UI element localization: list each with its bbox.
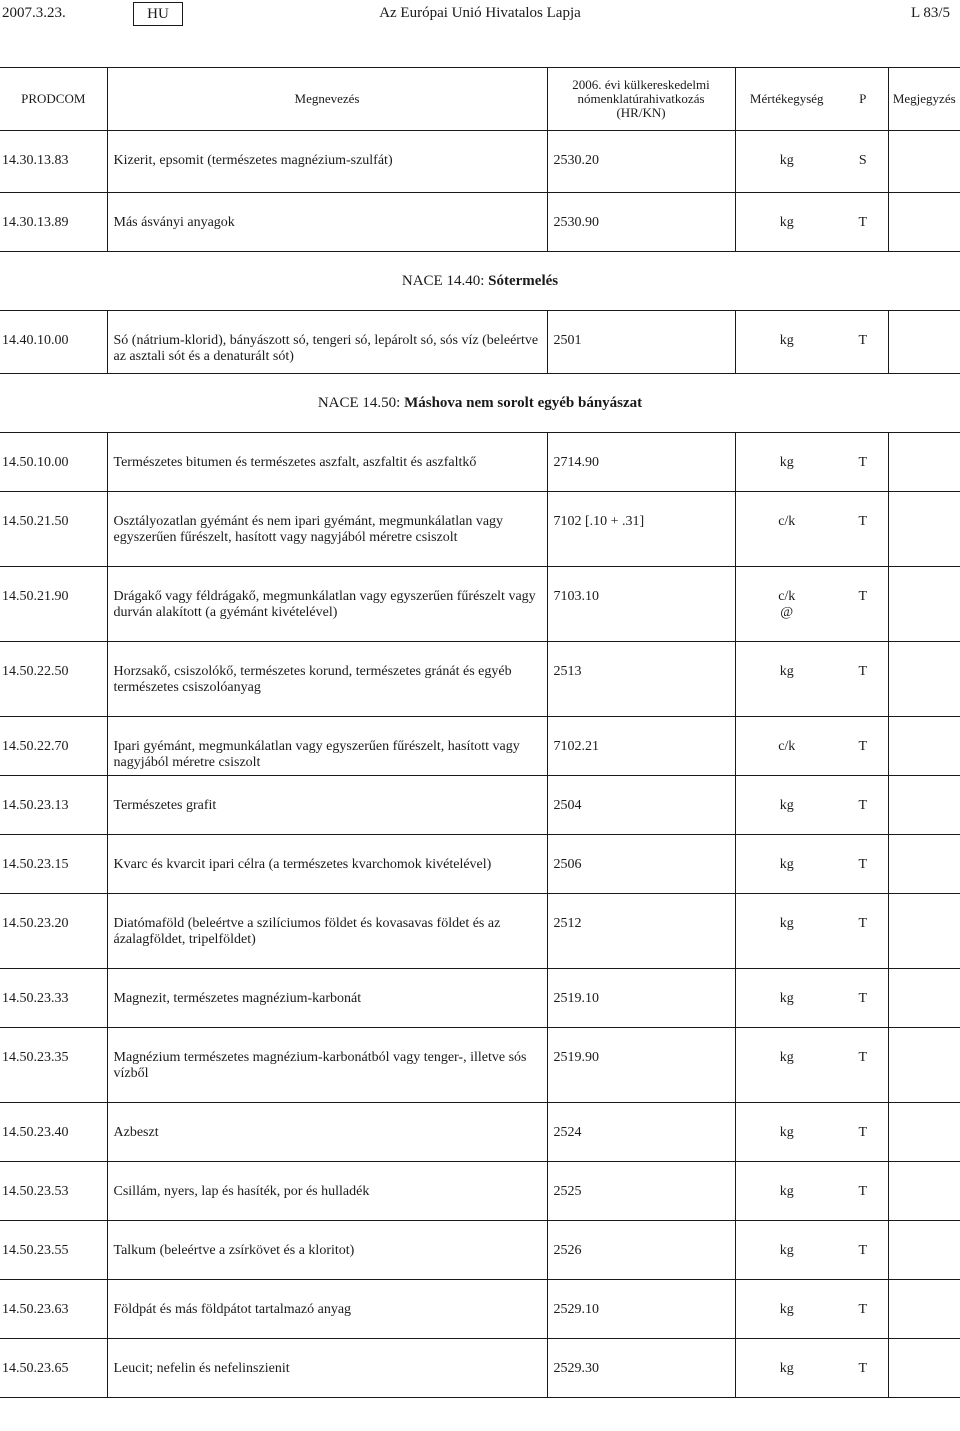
prodcom-code-cell <box>0 492 107 567</box>
prodcom-table <box>0 67 960 1398</box>
p-cell <box>838 894 888 969</box>
prodcom-code-cell <box>0 969 107 1028</box>
col-header-cn-line1: 2006. évi külkereskedelmi <box>572 77 710 92</box>
cn-reference-text: 2530.20 <box>553 153 599 168</box>
unit-text: kg <box>779 1125 794 1140</box>
description-cell <box>107 1280 547 1339</box>
prodcom-code-cell <box>0 776 107 835</box>
unit-text: kg <box>779 215 794 230</box>
description-text: Osztályozatlan gyémánt és nem ipari gyémánt, megmunkálatlan vagy egyszerűen fűrészelt, hasított vagy nagyjából méretre csiszolt <box>113 514 504 545</box>
description-cell <box>107 311 547 374</box>
note-cell <box>888 1028 960 1103</box>
note-cell <box>888 131 960 193</box>
p-text: S <box>858 153 867 168</box>
description-cell <box>107 567 547 642</box>
table-row <box>0 1280 960 1339</box>
note-cell <box>888 894 960 969</box>
unit-text: kg <box>779 857 794 872</box>
note-cell <box>888 567 960 642</box>
prodcom-code-text: 14.50.23.13 <box>2 798 69 813</box>
p-text: T <box>858 739 868 754</box>
journal-title: Az Európai Unió Hivatalos Lapja <box>379 5 581 21</box>
cn-reference-text: 2506 <box>553 857 582 872</box>
prodcom-code-text: 14.50.22.50 <box>2 664 69 679</box>
col-header-note: Megjegyzés <box>888 68 960 131</box>
description-text: Természetes grafit <box>113 798 217 813</box>
col-header-prodcom: PRODCOM <box>0 68 107 131</box>
p-cell <box>838 1280 888 1339</box>
prodcom-code-cell <box>0 567 107 642</box>
page-header <box>0 0 960 30</box>
p-text: T <box>858 1361 868 1376</box>
note-cell <box>888 835 960 894</box>
unit-cell <box>735 835 838 894</box>
note-cell <box>888 642 960 717</box>
cn-reference-cell <box>547 567 735 642</box>
p-text: T <box>858 991 868 1006</box>
description-cell <box>107 131 547 193</box>
unit-cell <box>735 894 838 969</box>
p-text: T <box>858 1050 868 1065</box>
prodcom-code-text: 14.50.23.20 <box>2 916 69 931</box>
nace-section-row <box>0 252 960 311</box>
description-cell <box>107 1103 547 1162</box>
description-cell <box>107 193 547 252</box>
cn-reference-text: 2513 <box>553 664 582 679</box>
unit-text: kg <box>779 664 794 679</box>
unit-cell <box>735 311 838 374</box>
prodcom-code-cell <box>0 642 107 717</box>
unit-cell <box>735 193 838 252</box>
description-text: Más ásványi anyagok <box>113 215 235 230</box>
p-cell <box>838 1162 888 1221</box>
nace-section-heading <box>0 252 960 311</box>
p-text: T <box>858 589 868 604</box>
col-header-cn <box>547 68 735 131</box>
cn-reference-cell <box>547 717 735 776</box>
cn-reference-cell <box>547 642 735 717</box>
page-number: L 83/5 <box>910 5 950 21</box>
p-cell <box>838 835 888 894</box>
description-cell <box>107 894 547 969</box>
description-cell <box>107 1221 547 1280</box>
p-text: T <box>858 514 868 529</box>
table-row <box>0 1221 960 1280</box>
unit-text: kg <box>779 153 794 168</box>
p-cell <box>838 776 888 835</box>
table-header-row <box>0 68 960 131</box>
p-cell <box>838 717 888 776</box>
p-cell <box>838 131 888 193</box>
nace-name: Máshova nem sorolt egyéb bányászat <box>404 395 643 411</box>
unit-cell <box>735 131 838 193</box>
col-header-p: P <box>838 68 888 131</box>
unit-text: kg <box>779 1302 794 1317</box>
prodcom-code-text: 14.50.23.65 <box>2 1361 69 1376</box>
description-text: Magnézium természetes magnézium-karbonátból vagy tenger-, illetve sós vízből <box>113 1050 527 1081</box>
col-header-cn-line2: nómenklatúrahivatkozás <box>577 91 705 106</box>
prodcom-code-cell <box>0 717 107 776</box>
cn-reference-text: 2526 <box>553 1243 582 1258</box>
cn-reference-text: 2529.30 <box>553 1361 599 1376</box>
cn-reference-cell <box>547 1103 735 1162</box>
cn-reference-cell <box>547 1280 735 1339</box>
table-row <box>0 311 960 374</box>
cn-reference-text: 2524 <box>553 1125 582 1140</box>
unit-cell <box>735 642 838 717</box>
p-text: T <box>858 857 868 872</box>
description-cell <box>107 776 547 835</box>
unit-cell <box>735 1162 838 1221</box>
note-cell <box>888 1103 960 1162</box>
unit-text: kg <box>779 1361 794 1376</box>
cn-reference-cell <box>547 1028 735 1103</box>
unit-cell <box>735 1221 838 1280</box>
description-cell <box>107 717 547 776</box>
cn-reference-text: 7102.21 <box>553 739 599 754</box>
table-row <box>0 894 960 969</box>
note-cell <box>888 433 960 492</box>
p-text: T <box>858 798 868 813</box>
p-cell <box>838 193 888 252</box>
prodcom-code-text: 14.50.23.55 <box>2 1243 69 1258</box>
table-row <box>0 1162 960 1221</box>
p-cell <box>838 1339 888 1398</box>
p-cell <box>838 492 888 567</box>
unit-cell <box>735 1280 838 1339</box>
unit-text: kg <box>779 1184 794 1199</box>
description-text: Kvarc és kvarcit ipari célra (a természetes kvarchomok kivételével) <box>113 857 492 872</box>
col-header-cn-line3: (HR/KN) <box>616 105 666 120</box>
nace-section-row <box>0 374 960 433</box>
publication-date: 2007.3.23. <box>2 5 66 21</box>
prodcom-code-text: 14.50.23.63 <box>2 1302 69 1317</box>
prodcom-code-cell <box>0 131 107 193</box>
cn-reference-cell <box>547 131 735 193</box>
table-row <box>0 131 960 193</box>
table-row <box>0 1103 960 1162</box>
description-cell <box>107 1339 547 1398</box>
unit-cell <box>735 1028 838 1103</box>
prodcom-code-text: 14.50.21.90 <box>2 589 69 604</box>
prodcom-code-cell <box>0 1103 107 1162</box>
cn-reference-text: 7103.10 <box>553 589 599 604</box>
table-row <box>0 1028 960 1103</box>
p-text: T <box>858 455 868 470</box>
unit-secondary-text: @ <box>780 605 794 620</box>
cn-reference-text: 2512 <box>553 916 582 931</box>
table-row <box>0 717 960 776</box>
cn-reference-cell <box>547 835 735 894</box>
unit-text: kg <box>779 455 794 470</box>
p-cell <box>838 1028 888 1103</box>
description-cell <box>107 835 547 894</box>
description-text: Kizerit, epsomit (természetes magnézium-szulfát) <box>113 153 393 168</box>
unit-cell <box>735 1103 838 1162</box>
description-text: Diatómaföld (beleértve a szilíciumos földet és kovasavas földet és az ázalagföldet, tripelföldet) <box>113 916 501 947</box>
p-cell <box>838 642 888 717</box>
note-cell <box>888 311 960 374</box>
unit-text: kg <box>779 333 794 348</box>
nace-section-heading <box>0 374 960 433</box>
unit-cell <box>735 567 838 642</box>
description-text: Természetes bitumen és természetes aszfalt, aszfaltit és aszfaltkő <box>113 455 477 470</box>
unit-cell <box>735 1339 838 1398</box>
cn-reference-text: 2519.10 <box>553 991 599 1006</box>
unit-text: c/k <box>778 589 796 604</box>
description-cell <box>107 1162 547 1221</box>
table-row <box>0 567 960 642</box>
cn-reference-text: 2525 <box>553 1184 582 1199</box>
note-cell <box>888 1339 960 1398</box>
note-cell <box>888 492 960 567</box>
description-cell <box>107 642 547 717</box>
p-cell <box>838 311 888 374</box>
prodcom-code-text: 14.50.10.00 <box>2 455 69 470</box>
unit-cell <box>735 969 838 1028</box>
col-header-unit: Mértékegység <box>735 68 838 131</box>
prodcom-code-cell <box>0 894 107 969</box>
note-cell <box>888 776 960 835</box>
p-text: T <box>858 333 868 348</box>
p-cell <box>838 1221 888 1280</box>
unit-text: kg <box>779 1050 794 1065</box>
table-row <box>0 193 960 252</box>
prodcom-code-cell <box>0 1221 107 1280</box>
prodcom-code-cell <box>0 311 107 374</box>
p-text: T <box>858 916 868 931</box>
cn-reference-text: 2519.90 <box>553 1050 599 1065</box>
prodcom-code-cell <box>0 1280 107 1339</box>
prodcom-code-cell <box>0 433 107 492</box>
table-row <box>0 433 960 492</box>
cn-reference-cell <box>547 776 735 835</box>
cn-reference-cell <box>547 492 735 567</box>
note-cell <box>888 1162 960 1221</box>
nace-code: NACE 14.40: <box>401 273 485 289</box>
p-text: T <box>858 1243 868 1258</box>
cn-reference-text: 2504 <box>553 798 582 813</box>
description-text: Leucit; nefelin és nefelinszienit <box>113 1361 290 1376</box>
unit-text: kg <box>779 1243 794 1258</box>
table-row <box>0 969 960 1028</box>
prodcom-code-cell <box>0 1028 107 1103</box>
cn-reference-cell <box>547 1339 735 1398</box>
unit-text: kg <box>779 798 794 813</box>
table-row <box>0 492 960 567</box>
p-cell <box>838 1103 888 1162</box>
p-text: T <box>858 1302 868 1317</box>
prodcom-code-text: 14.50.22.70 <box>2 739 69 754</box>
cn-reference-cell <box>547 894 735 969</box>
prodcom-code-text: 14.30.13.89 <box>2 215 69 230</box>
p-cell <box>838 969 888 1028</box>
description-cell <box>107 1028 547 1103</box>
description-text: Magnezit, természetes magnézium-karbonát <box>113 991 362 1006</box>
prodcom-code-cell <box>0 1339 107 1398</box>
prodcom-code-text: 14.50.23.53 <box>2 1184 69 1199</box>
prodcom-code-text: 14.50.23.15 <box>2 857 69 872</box>
description-cell <box>107 433 547 492</box>
cn-reference-cell <box>547 969 735 1028</box>
unit-cell <box>735 776 838 835</box>
unit-cell <box>735 492 838 567</box>
cn-reference-cell <box>547 1221 735 1280</box>
note-cell <box>888 717 960 776</box>
prodcom-code-text: 14.50.23.40 <box>2 1125 69 1140</box>
p-cell <box>838 567 888 642</box>
prodcom-code-text: 14.50.23.35 <box>2 1050 69 1065</box>
cn-reference-cell <box>547 311 735 374</box>
cn-reference-cell <box>547 193 735 252</box>
description-text: Só (nátrium-klorid), bányászott só, tengeri só, lepárolt só, sós víz (beleértve az asztali sót és a denaturált sót) <box>113 333 539 364</box>
prodcom-code-text: 14.30.13.83 <box>2 153 69 168</box>
unit-text: kg <box>779 916 794 931</box>
description-text: Földpát és más földpátot tartalmazó anyag <box>113 1302 352 1317</box>
unit-text: kg <box>779 991 794 1006</box>
p-text: T <box>858 664 868 679</box>
description-cell <box>107 492 547 567</box>
col-header-name: Megnevezés <box>107 68 547 131</box>
cn-reference-cell <box>547 1162 735 1221</box>
description-text: Azbeszt <box>113 1125 159 1140</box>
p-text: T <box>858 1125 868 1140</box>
description-text: Talkum (beleértve a zsírkövet és a kloritot) <box>113 1243 355 1258</box>
unit-text: c/k <box>778 514 796 529</box>
nace-code: NACE 14.50: <box>317 395 401 411</box>
prodcom-code-text: 14.50.23.33 <box>2 991 69 1006</box>
table-row <box>0 776 960 835</box>
table-row <box>0 1339 960 1398</box>
note-cell <box>888 1221 960 1280</box>
description-text: Ipari gyémánt, megmunkálatlan vagy egyszerűen fűrészelt, hasított vagy nagyjából méretre csiszolt <box>113 739 520 770</box>
note-cell <box>888 969 960 1028</box>
cn-reference-text: 7102 [.10 + .31] <box>553 514 645 529</box>
nace-name: Sótermelés <box>488 273 559 289</box>
note-cell <box>888 193 960 252</box>
unit-cell <box>735 717 838 776</box>
cn-reference-text: 2714.90 <box>553 455 599 470</box>
prodcom-code-cell <box>0 1162 107 1221</box>
table-row <box>0 835 960 894</box>
p-text: T <box>858 1184 868 1199</box>
table-row <box>0 642 960 717</box>
p-cell <box>838 433 888 492</box>
cn-reference-text: 2530.90 <box>553 215 599 230</box>
cn-reference-text: 2529.10 <box>553 1302 599 1317</box>
prodcom-code-text: 14.40.10.00 <box>2 333 69 348</box>
note-cell <box>888 1280 960 1339</box>
prodcom-code-cell <box>0 835 107 894</box>
prodcom-code-cell <box>0 193 107 252</box>
p-text: T <box>858 215 868 230</box>
cn-reference-cell <box>547 433 735 492</box>
description-text: Drágakő vagy féldrágakő, megmunkálatlan vagy egyszerűen fűrészelt vagy durván alakított (a gyémánt kivételével) <box>113 589 536 620</box>
language-badge: HU <box>133 2 183 26</box>
prodcom-code-text: 14.50.21.50 <box>2 514 69 529</box>
description-cell <box>107 969 547 1028</box>
cn-reference-text: 2501 <box>553 333 582 348</box>
description-text: Horzsakő, csiszolókő, természetes korund, természetes gránát és egyéb természetes csiszolóanyag <box>113 664 512 695</box>
description-text: Csillám, nyers, lap és hasíték, por és hulladék <box>113 1184 370 1199</box>
unit-text: c/k <box>778 739 796 754</box>
unit-cell <box>735 433 838 492</box>
